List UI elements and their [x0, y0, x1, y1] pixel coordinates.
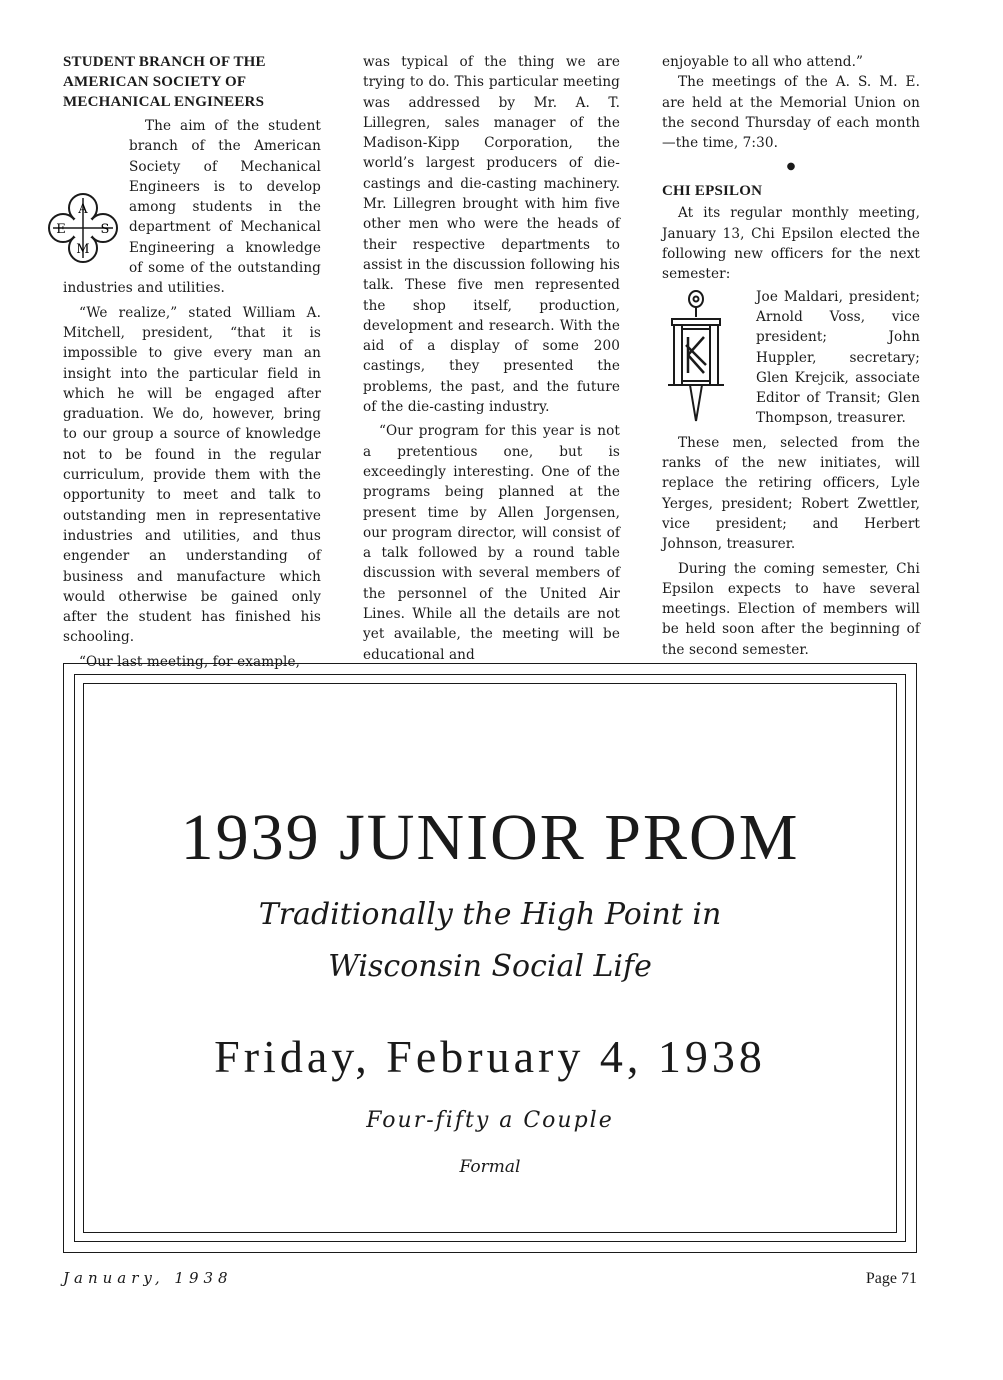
ad-tagline-line-1: Traditionally the High Point in	[258, 897, 722, 932]
chi-epsilon-officers	[662, 287, 920, 429]
asme-paragraph-2: “We realize,” stated William A. Mitchell, president, “that it is impossible to give every man an insight into the particular field in which he will be engaged after graduation. We do, however, bring to our group a source of knowledge not to be found in the regular curriculum, provide them with the opportunity to meet and talk to outstanding men in representative industries and utilities, and thus engender an understanding of business and manufacture which would otherwise be gained only after the student has finished his schooling.	[63, 304, 321, 646]
asme-emblem-icon	[47, 192, 119, 264]
asme-article-continued	[363, 52, 620, 665]
chi-epsilon-key-icon	[666, 289, 726, 425]
asme-meeting-info: The meetings of the A. S. M. E. are held at the Memorial Union on the second Thursday of each month —the time, 7:30.	[662, 74, 920, 152]
ad-dress-code: Formal	[459, 1157, 521, 1177]
asme-article	[56, 52, 321, 672]
asme-paragraph-1-text: The aim of the student branch of the American Society of Mechanical Engineers is to develop among students in the department of Mechanical Engineering a knowledge of some of the outstanding industries and utilities.	[63, 118, 321, 297]
ad-border	[74, 674, 906, 1242]
ad-tagline-line-2: Wisconsin Social Life	[328, 949, 652, 984]
asme-paragraph-6: enjoyable to all who attend.”	[662, 54, 864, 70]
emblem-letter-s: S	[100, 222, 110, 237]
chi-epsilon-heading: CHI EPSILON	[662, 183, 763, 200]
ad-title: 1939 JUNIOR PROM	[180, 801, 800, 874]
asme-paragraph-4: was typical of the thing we are trying to do. This particular meeting was addressed by Mr. A. T. Lillegren, sales manager of the Madison-Kipp Corporation, the world’s largest producers of die-castings and die-casting machinery. Mr. Lillegren brought with him five other men who were the heads of their respective departments to assist in the discussion following his talk. These five men represented the shop itself, production, development and research. With the aid of a display of some 200 castings, they presented the problems, the past, and the future of the die-casting industry.	[363, 54, 620, 416]
asme-paragraph-5: “Our program for this year is not a pretentious one, but is exceedingly interesting. One of the programs being planned at the present time by Allen Jorgensen, our program director, will consist of a talk followed by a round table discussion with several members of the personnel of the United Air Lines. While all the details are not yet available, the meeting will be educational and	[363, 423, 620, 663]
emblem-letter-m: M	[76, 242, 90, 257]
emblem-letter-a: A	[78, 202, 88, 217]
chi-epsilon-paragraph-1: At its regular monthly meeting, January 13, Chi Epsilon elected the following new officers for the next semester:	[662, 205, 920, 283]
section-bullet: ●	[786, 161, 796, 173]
chi-epsilon-article	[662, 52, 920, 660]
asme-paragraph-3: “Our last meeting, for example,	[79, 653, 301, 670]
ad-date: Friday, February 4, 1938	[214, 1031, 766, 1082]
footer-issue-date: January, 1938	[63, 1269, 233, 1287]
emblem-letter-e: E	[56, 222, 66, 237]
asme-heading: STUDENT BRANCH OF THE AMERICAN SOCIETY OF MECHANICAL ENGINEERS	[63, 54, 266, 110]
ad-inner-border	[83, 683, 897, 1233]
chi-epsilon-paragraph-4: During the coming semester, Chi Epsilon expects to have several meetings. Election of members will be held soon after the beginning of the second semester.	[662, 560, 920, 658]
ad-tagline	[84, 889, 896, 993]
asme-paragraph-1	[56, 116, 321, 299]
chi-epsilon-officers-text: Joe Maldari, president; Arnold Voss, vice president; John Huppler, secretary; Glen Krejcik, associate Editor of Transit; Glen Thompson, treasurer.	[756, 288, 920, 427]
junior-prom-advertisement	[63, 663, 917, 1253]
footer-page-number: Page 71	[865, 1270, 917, 1287]
chi-epsilon-paragraph-3: These men, selected from the ranks of the new initiates, will replace the retiring officers, Lyle Yerges, president; Robert Zwettler, vice president; and Herbert Johnson, treasurer.	[662, 434, 920, 553]
ad-price: Four-fifty a Couple	[366, 1108, 614, 1133]
